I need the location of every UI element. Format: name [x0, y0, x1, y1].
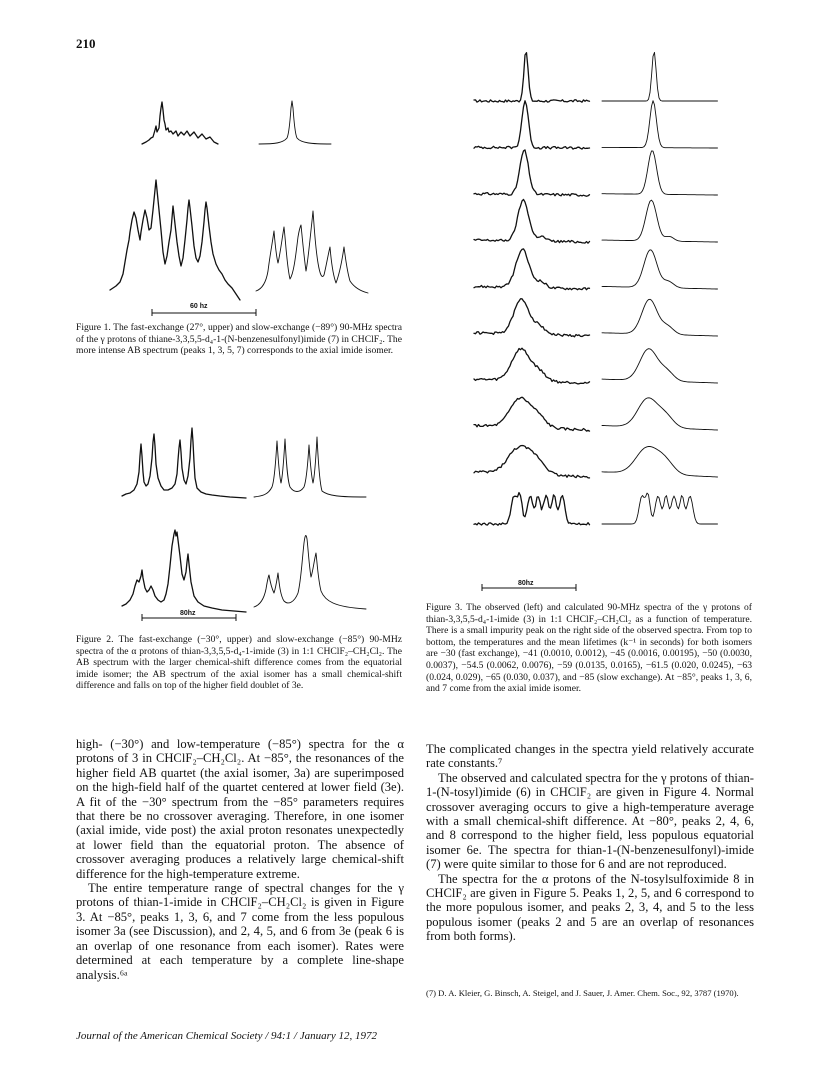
figure-3-observed-trace-4: [474, 199, 590, 243]
figure-3-scale-label: 80hz: [518, 580, 534, 587]
figure-2-calculated-slow-spectrum: [250, 525, 370, 615]
figure-3-observed-trace-2: [474, 101, 590, 149]
figure-2-caption: Figure 2. The fast-exchange (−30°, upper) and slow-exchange (−85°) 90-MHz spectra of the α protons of thian-3,3,5,5-d₄-1-imide (3) in 1:1 CHClF₂–CH₂Cl₂. The AB spectrum with the larger chemical-shift difference comes from the equatorial imide isomer; the AB spectrum of the axial isomer has a small chemical-shift difference and falls on top of the higher field doublet of 3e.: [76, 634, 402, 692]
figure-2-observed-slow-spectrum: [120, 520, 250, 615]
figure-3-observed-trace-1: [474, 53, 590, 102]
figure-3-observed-trace-6: [474, 299, 590, 337]
figure-2-scale-label: 80hz: [180, 610, 196, 617]
figure-1-caption: Figure 1. The fast-exchange (27°, upper) and slow-exchange (−89°) 90-MHz spectra of the γ protons of thiane-3,3,5,5-d₄-1-(N-benzenesulfonyl)imide (7) in CHClF₂. The more intense AB spectrum (peaks 1, 3, 5, 7) corresponds to the axial imide isomer.: [76, 322, 402, 357]
figure-3-calculated-trace-9: [602, 447, 718, 478]
figure-3-calculated-trace-1: [602, 52, 718, 101]
figure-3-observed-trace-10: [474, 493, 590, 526]
figure-3-calculated-trace-6: [602, 299, 718, 336]
figure-3-observed-trace-9: [474, 446, 590, 478]
left-paragraph-2: The entire temperature range of spectral changes for the γ protons of thian-1-imide in CHClF₂–CH₂Cl₂ is given in Figure 3. At −85°, peaks 1, 3, 6, and 7 come from the less populous isomer 3a (see Discussion), and 2, 4, 5, and 6 from 3e (peak 6 is an overlap of one resonance from each isomer). Rates were determined at each temperature by a complete line-shape analysis.⁶ᵃ: [76, 881, 404, 982]
figure-3-calculated-trace-3: [602, 151, 718, 195]
right-column-text: [426, 742, 754, 944]
figure-3-calculated-spectra: [598, 55, 723, 600]
page-number: 210: [76, 36, 96, 51]
journal-footer: Journal of the American Chemical Society / 94:1 / January 12, 1972: [76, 1030, 378, 1042]
reference-7: (7) D. A. Kleier, G. Binsch, A. Steigel, and J. Sauer, J. Amer. Chem. Soc., 92, 3787 (1970).: [426, 988, 739, 998]
right-paragraph-1: The complicated changes in the spectra yield relatively accurate rate constants.⁷: [426, 742, 754, 771]
figure-1-observed-fast-spectrum: [140, 98, 220, 158]
figure-1-observed-slow-spectrum: [108, 170, 243, 310]
figure-3-calculated-trace-4: [602, 200, 718, 242]
right-paragraph-2: The observed and calculated spectra for the γ protons of thian-1-(N-tosyl)imide (6) in CHClF₂ are given in Figure 4. Normal crossover averaging occurs to give a high-temperature average with a small chemical-shift difference. At −80°, peaks 2, 4, 6, and 8 correspond to the higher field, less populous equatorial isomer 6e. The spectra for thian-1-(N-benzenesulfonyl)-imide (7) were quite similar to those for 6 and are not reproduced.: [426, 770, 754, 872]
figure-3-calculated-trace-8: [602, 398, 718, 430]
left-paragraph-1: high- (−30°) and low-temperature (−85°) spectra for the α protons of 3 in CHClF₂–CH₂Cl₂. At −85°, the resonances of the higher field AB quartet (the axial isomer, 3a) are superimposed on the high-field half of the quartet centered at lower field (3e). A fit of the −30° spectrum from the −85° parameters requires that there be no crossover averaging. Therefore, in one isomer (axial imide, vide post) the axial proton resonates unexpectedly at lower field than the equatorial proton. The absence of crossover averaging produces a relatively large chemical-shift difference for the high-temperature extreme.: [76, 737, 404, 881]
figure-3-calculated-trace-7: [602, 349, 718, 383]
figure-3-calculated-trace-2: [602, 101, 718, 148]
right-paragraph-3: The spectra for the α protons of the N-tosylsulfoximide 8 in CHClF₂ are given in Figure 5. Peaks 1, 2, 5, and 6 correspond to the more populous isomer, and peaks 2, 3, 4, and 5 to the less populous isomer (peaks 2 and 5 are an overlap of resonances from both forms).: [426, 871, 754, 944]
left-column-text: [76, 737, 404, 982]
figure-3-calculated-trace-10: [602, 493, 718, 524]
figure-3-observed-spectra: [470, 55, 595, 600]
figure-3-observed-trace-3: [474, 150, 590, 196]
figure-3-observed-trace-8: [474, 397, 590, 431]
figure-2-observed-fast-spectrum: [120, 420, 250, 510]
figure-3-observed-trace-5: [474, 249, 590, 290]
figure-1-calculated-slow-spectrum: [252, 205, 372, 305]
figure-3-calculated-trace-5: [602, 250, 718, 289]
figure-1-calculated-fast-spectrum: [255, 98, 335, 158]
figure-3-caption: Figure 3. The observed (left) and calculated 90-MHz spectra of the γ protons of thian-3,3,5,5-d₄-1-imide (3) in 1:1 CHClF₂–CH₂Cl₂ as a function of temperature. There is a small impurity peak on the right side of the observed spectra. From top to bottom, the temperatures and the mean lifetimes (k⁻¹ in seconds) for both isomers are −30 (fast exchange), −41 (0.0010, 0.0012), −45 (0.0016, 0.00195), −50 (0.0030, 0.0037), −54.5 (0.0062, 0.0076), −59 (0.0135, 0.0165), −61.5 (0.020, 0.0245), −63 (0.024, 0.029), −65 (0.030, 0.037), and −85 (slow exchange). At −85°, peaks 1, 3, 6, and 7 come from the axial imide isomer.: [426, 602, 752, 695]
figure-2-calculated-fast-spectrum: [250, 425, 370, 505]
figure-3-observed-trace-7: [474, 348, 590, 384]
figure-1-scale-label: 60 hz: [190, 303, 208, 310]
